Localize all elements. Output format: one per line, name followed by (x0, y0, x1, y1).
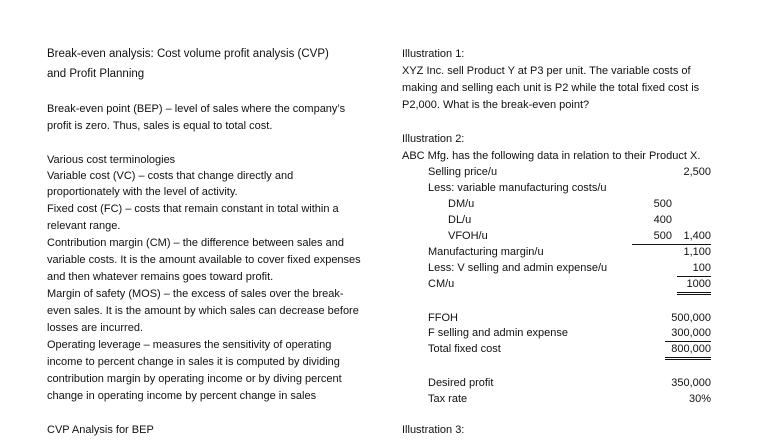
tax-rate-value: 30% (688, 393, 711, 405)
total-fixed-cost-label: Total fixed cost (428, 343, 501, 355)
selling-price-label: Selling price/u (428, 166, 498, 178)
terms-line-8: and then whatever remains goes toward profit. (47, 271, 274, 283)
terms-line-3: proportionately with the level of activity. (47, 186, 238, 198)
less-v-selling-admin-value: 100 (677, 260, 711, 277)
illustration-1-line-3: P2,000. What is the break-even point? (402, 99, 590, 111)
f-selling-admin-label: F selling and admin expense (428, 327, 569, 339)
cm-label: CM/u (428, 278, 455, 290)
cm-value: 1000 (677, 276, 711, 295)
terms-line-13: income to percent change in sales it is computed by dividing (47, 356, 340, 368)
manufacturing-margin-label: Manufacturing margin/u (428, 246, 544, 258)
total-fixed-cost-value: 800,000 (665, 341, 711, 360)
terms-line-15: change in operating income by percent change in sales (47, 390, 317, 402)
tax-rate-label: Tax rate (428, 393, 468, 405)
dl-value: 400 (653, 214, 672, 226)
ffoh-value: 500,000 (671, 312, 711, 324)
terms-line-9: Margin of safety (MOS) – the excess of sales over the break- (47, 288, 344, 300)
vfoh-label: VFOH/u (448, 230, 488, 242)
illustration-2-intro: ABC Mfg. has the following data in relation to their Product X. (402, 150, 701, 162)
terms-line-11: losses are incurred. (47, 322, 143, 334)
terms-line-2: Variable cost (VC) – costs that change directly and (47, 170, 294, 182)
less-variable-costs-label: Less: variable manufacturing costs/u (428, 182, 607, 194)
desired-profit-value: 350,000 (671, 377, 711, 389)
terms-line-14: contribution margin by operating income or by diving percent (47, 373, 342, 385)
vfoh-value: 500 (632, 228, 680, 245)
illustration-1-line-2: making and selling each unit is P2 while the total fixed cost is (402, 82, 700, 94)
terms-line-6: Contribution margin (CM) – the difference between sales and (47, 237, 344, 249)
variable-mfg-total-value: 1,400 (677, 228, 711, 245)
terms-line-4: Fixed cost (FC) – costs that remain constant in total within a (47, 203, 339, 215)
illustration-3-title: Illustration 3: (402, 424, 465, 436)
dl-label: DL/u (448, 214, 472, 226)
illustration-1-line-1: XYZ Inc. sell Product Y at P3 per unit. The variable costs of (402, 65, 691, 77)
left-column (0, 0, 390, 441)
dm-label: DM/u (448, 198, 475, 210)
cvp-bep-heading: CVP Analysis for BEP (47, 424, 154, 436)
bep-definition-line-1: Break-even point (BEP) – level of sales where the company’s (47, 103, 346, 115)
illustration-1-title: Illustration 1: (402, 48, 465, 60)
ffoh-label: FFOH (428, 312, 458, 324)
terms-line-10: even sales. It is the amount by which sales can decrease before (47, 305, 359, 317)
dm-value: 500 (653, 198, 672, 210)
terms-line-1: Various cost terminologies (47, 154, 176, 166)
terms-line-5: relevant range. (47, 220, 121, 232)
doc-title-line-2: and Profit Planning (47, 68, 145, 80)
illustration-2-title: Illustration 2: (402, 133, 465, 145)
less-v-selling-admin-label: Less: V selling and admin expense/u (428, 262, 608, 274)
manufacturing-margin-value: 1,100 (683, 246, 711, 258)
selling-price-value: 2,500 (683, 166, 711, 178)
right-column (390, 0, 784, 441)
doc-title-line-1: Break-even analysis: Cost volume profit analysis (CVP) (47, 48, 329, 60)
f-selling-admin-value: 300,000 (665, 325, 711, 342)
desired-profit-label: Desired profit (428, 377, 494, 389)
terms-line-7: variable costs. It is the amount available to cover fixed expenses (47, 254, 361, 266)
bep-definition-line-2: profit is zero. Thus, sales is equal to total cost. (47, 120, 273, 132)
terms-line-12: Operating leverage – measures the sensitivity of operating (47, 339, 332, 351)
